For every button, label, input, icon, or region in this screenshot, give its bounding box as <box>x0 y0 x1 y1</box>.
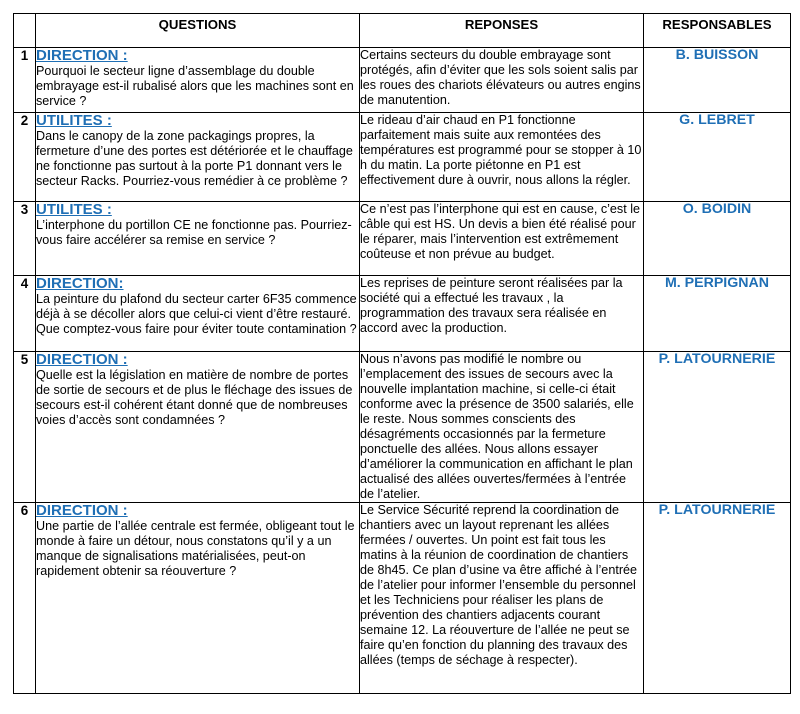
response-cell: Le rideau d’air chaud en P1 fonctionne parfaitement mais suite aux remontées des températures est programmé pour se stopper à 10 h du matin. La porte piétonne en P1 est effectivement dure à ouvrir, nous allons la régler. <box>360 113 644 202</box>
table-row <box>14 48 791 113</box>
question-cell <box>36 352 360 503</box>
responsable-cell: P. LATOURNERIE <box>644 503 791 694</box>
response-cell: Certains secteurs du double embrayage sont protégés, afin d’éviter que les sols soient salis par les roues des chariots élévateurs ou autres engins de manutention. <box>360 48 644 113</box>
responsable-cell: B. BUISSON <box>644 48 791 113</box>
question-cell <box>36 48 360 113</box>
question-text: Une partie de l’allée centrale est fermée, obligeant tout le monde à faire un détour, nous constatons qu’il y a un manque de signalisations matérialisées, peut-on rapidement obtenir sa réouverture ? <box>36 519 355 578</box>
question-cell <box>36 503 360 694</box>
responsable-cell: M. PERPIGNAN <box>644 276 791 352</box>
row-number: 4 <box>14 276 36 352</box>
question-category: DIRECTION : <box>36 351 128 368</box>
question-text: Quelle est la législation en matière de nombre de portes de sortie de secours et de plus le fléchage des issues de secours est-il cohérent étant donné que de nombreuses voies d’accès sont condamnées ? <box>36 368 353 427</box>
responsable-cell: G. LEBRET <box>644 113 791 202</box>
row-number: 3 <box>14 202 36 276</box>
question-text: L’interphone du portillon CE ne fonctionne pas. Pourriez-vous faire accélérer sa remise en service ? <box>36 218 352 247</box>
question-category: DIRECTION: <box>36 275 124 292</box>
question-cell <box>36 113 360 202</box>
table-row <box>14 352 791 503</box>
responsable-cell: O. BOIDIN <box>644 202 791 276</box>
response-cell: Nous n’avons pas modifié le nombre ou l’emplacement des issues de secours avec la nouvelle implantation machine, si celle-ci était conforme avec la présence de 3500 salariés, elle le reste. Nous sommes conscients des désagréments occasionnés par la fermeture ponctuelle des allées. Nous allons essayer d’améliorer la communication en affichant le plan actualisé des allées ouvertes/fermées à l’entrée de l’atelier. <box>360 352 644 503</box>
header-responsables: RESPONSABLES <box>644 14 791 48</box>
row-number: 1 <box>14 48 36 113</box>
table-header-row <box>14 14 791 48</box>
questions-table <box>13 13 791 694</box>
header-reponses: REPONSES <box>360 14 644 48</box>
question-category: UTILITES : <box>36 201 112 218</box>
response-cell: Le Service Sécurité reprend la coordination de chantiers avec un layout reprenant les allées fermées / ouvertes. Un point est fait tous les matins à la réunion de coordination de chantiers de 8h45. Ce plan d’usine va être affiché à l’entrée de l’atelier pour informer l’ensemble du personnel et les Techniciens pour réaliser les plans de prévention des chantiers adjacents courant semaine 12. La réouverture de l’allée ne peut se faire qu’en fonction du planning des travaux des allées (temps de séchage à respecter). <box>360 503 644 694</box>
row-number: 6 <box>14 503 36 694</box>
responsable-cell: P. LATOURNERIE <box>644 352 791 503</box>
header-number-cell <box>14 14 36 48</box>
table-row <box>14 503 791 694</box>
row-number: 5 <box>14 352 36 503</box>
question-text: La peinture du plafond du secteur carter 6F35 commence déjà à se décoller alors que celui-ci vient d’être restauré. Que comptez-vous faire pour éviter toute contamination ? <box>36 292 357 336</box>
table-row <box>14 276 791 352</box>
question-category: DIRECTION : <box>36 47 128 64</box>
question-category: UTILITES : <box>36 112 112 129</box>
question-cell <box>36 202 360 276</box>
response-cell: Les reprises de peinture seront réalisées par la société qui a effectué les travaux , la programmation des travaux sera réalisée en accord avec la production. <box>360 276 644 352</box>
question-category: DIRECTION : <box>36 502 128 519</box>
table-row <box>14 202 791 276</box>
row-number: 2 <box>14 113 36 202</box>
table-row <box>14 113 791 202</box>
response-cell: Ce n’est pas l’interphone qui est en cause, c’est le câble qui est HS. Un devis a bien été réalisé pour le réparer, mais l’intervention est extrêmement coûteuse et non prévue au budget. <box>360 202 644 276</box>
question-text: Pourquoi le secteur ligne d’assemblage du double embrayage est-il rubalisé alors que les machines sont en service ? <box>36 64 354 108</box>
question-cell <box>36 276 360 352</box>
question-text: Dans le canopy de la zone packagings propres, la fermeture d’une des portes est détériorée et le chauffage ne fonctionne pas surtout à la porte P1 donnant vers le secteur Racks. Pourriez-vous remédier à ce problème ? <box>36 129 353 188</box>
header-questions: QUESTIONS <box>36 14 360 48</box>
